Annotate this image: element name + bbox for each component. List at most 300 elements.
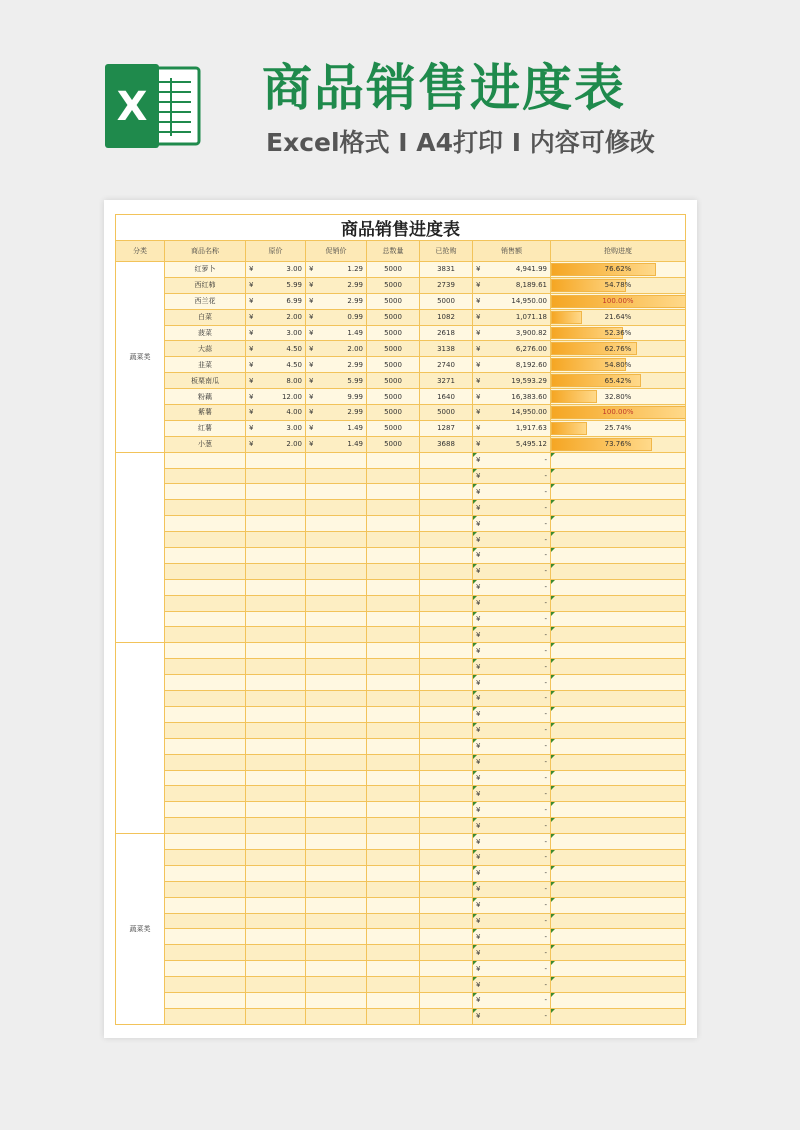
progress-cell[interactable] [551, 293, 686, 309]
promo-price-cell[interactable] [306, 834, 367, 850]
table-row[interactable] [116, 627, 686, 643]
total-qty-cell[interactable] [367, 786, 420, 802]
promo-price-cell[interactable] [306, 770, 367, 786]
table-row[interactable] [116, 293, 686, 309]
sales-amount-cell[interactable] [473, 627, 551, 643]
sales-amount-cell[interactable] [473, 643, 551, 659]
original-price-cell[interactable] [246, 595, 306, 611]
promo-price-cell[interactable] [306, 738, 367, 754]
table-row[interactable] [116, 643, 686, 659]
original-price-cell[interactable] [246, 420, 306, 436]
sales-amount-cell[interactable] [473, 834, 551, 850]
promo-price-cell[interactable] [306, 1008, 367, 1024]
total-qty-cell[interactable]: 5000 [367, 309, 420, 325]
sold-qty-cell[interactable] [420, 865, 473, 881]
progress-cell[interactable] [551, 722, 686, 738]
progress-cell[interactable] [551, 992, 686, 1008]
progress-cell[interactable] [551, 452, 686, 468]
original-price-cell[interactable] [246, 802, 306, 818]
sales-amount-cell[interactable] [473, 929, 551, 945]
sold-qty-cell[interactable] [420, 548, 473, 564]
promo-price-cell[interactable] [306, 897, 367, 913]
sales-amount-cell[interactable] [473, 468, 551, 484]
promo-price-cell[interactable] [306, 277, 367, 293]
total-qty-cell[interactable] [367, 754, 420, 770]
promo-price-cell[interactable] [306, 722, 367, 738]
promo-price-cell[interactable] [306, 452, 367, 468]
original-price-cell[interactable] [246, 293, 306, 309]
original-price-cell[interactable] [246, 865, 306, 881]
sales-amount-cell[interactable] [473, 579, 551, 595]
sold-qty-cell[interactable] [420, 722, 473, 738]
sales-amount-cell[interactable] [473, 961, 551, 977]
sold-qty-cell[interactable]: 5000 [420, 405, 473, 421]
product-name-cell[interactable]: 红薯 [165, 420, 246, 436]
sales-amount-cell[interactable] [473, 595, 551, 611]
total-qty-cell[interactable] [367, 627, 420, 643]
original-price-cell[interactable] [246, 913, 306, 929]
product-name-cell[interactable] [165, 849, 246, 865]
total-qty-cell[interactable]: 5000 [367, 293, 420, 309]
total-qty-cell[interactable] [367, 849, 420, 865]
product-name-cell[interactable]: 红萝卜 [165, 262, 246, 278]
progress-cell[interactable] [551, 579, 686, 595]
total-qty-cell[interactable] [367, 548, 420, 564]
sold-qty-cell[interactable] [420, 945, 473, 961]
progress-cell[interactable] [551, 484, 686, 500]
total-qty-cell[interactable] [367, 818, 420, 834]
promo-price-cell[interactable] [306, 516, 367, 532]
sales-amount-cell[interactable] [473, 277, 551, 293]
original-price-cell[interactable] [246, 929, 306, 945]
progress-cell[interactable] [551, 389, 686, 405]
table-row[interactable] [116, 849, 686, 865]
original-price-cell[interactable] [246, 309, 306, 325]
product-name-cell[interactable]: 西红柿 [165, 277, 246, 293]
table-row[interactable] [116, 325, 686, 341]
sales-amount-cell[interactable] [473, 389, 551, 405]
promo-price-cell[interactable] [306, 881, 367, 897]
total-qty-cell[interactable] [367, 802, 420, 818]
sales-amount-cell[interactable] [473, 786, 551, 802]
progress-cell[interactable] [551, 802, 686, 818]
product-name-cell[interactable]: 小葱 [165, 436, 246, 452]
original-price-cell[interactable] [246, 627, 306, 643]
progress-cell[interactable] [551, 611, 686, 627]
sales-amount-cell[interactable] [473, 500, 551, 516]
total-qty-cell[interactable]: 5000 [367, 357, 420, 373]
progress-cell[interactable] [551, 754, 686, 770]
total-qty-cell[interactable] [367, 738, 420, 754]
total-qty-cell[interactable] [367, 659, 420, 675]
promo-price-cell[interactable] [306, 293, 367, 309]
sales-amount-cell[interactable] [473, 738, 551, 754]
total-qty-cell[interactable]: 5000 [367, 341, 420, 357]
total-qty-cell[interactable] [367, 563, 420, 579]
total-qty-cell[interactable] [367, 945, 420, 961]
progress-cell[interactable] [551, 913, 686, 929]
sold-qty-cell[interactable] [420, 563, 473, 579]
product-name-cell[interactable] [165, 659, 246, 675]
progress-cell[interactable] [551, 500, 686, 516]
product-name-cell[interactable]: 大蒜 [165, 341, 246, 357]
product-name-cell[interactable]: 白菜 [165, 309, 246, 325]
progress-cell[interactable] [551, 548, 686, 564]
total-qty-cell[interactable] [367, 722, 420, 738]
progress-cell[interactable] [551, 929, 686, 945]
sold-qty-cell[interactable] [420, 770, 473, 786]
promo-price-cell[interactable] [306, 405, 367, 421]
sold-qty-cell[interactable] [420, 627, 473, 643]
table-row[interactable] [116, 436, 686, 452]
product-name-cell[interactable]: 西兰花 [165, 293, 246, 309]
sold-qty-cell[interactable] [420, 849, 473, 865]
promo-price-cell[interactable] [306, 262, 367, 278]
sales-amount-cell[interactable] [473, 881, 551, 897]
original-price-cell[interactable] [246, 897, 306, 913]
category-cell[interactable]: 蔬菜类 [116, 834, 165, 1025]
progress-cell[interactable] [551, 532, 686, 548]
sold-qty-cell[interactable] [420, 500, 473, 516]
table-row[interactable] [116, 818, 686, 834]
sold-qty-cell[interactable] [420, 786, 473, 802]
product-name-cell[interactable] [165, 881, 246, 897]
sales-amount-cell[interactable] [473, 722, 551, 738]
original-price-cell[interactable] [246, 659, 306, 675]
table-row[interactable] [116, 770, 686, 786]
progress-cell[interactable] [551, 659, 686, 675]
sold-qty-cell[interactable]: 3271 [420, 373, 473, 389]
sold-qty-cell[interactable] [420, 595, 473, 611]
sales-amount-cell[interactable] [473, 484, 551, 500]
progress-cell[interactable] [551, 309, 686, 325]
original-price-cell[interactable] [246, 977, 306, 993]
sold-qty-cell[interactable] [420, 881, 473, 897]
sales-amount-cell[interactable] [473, 516, 551, 532]
table-row[interactable] [116, 516, 686, 532]
sales-amount-cell[interactable] [473, 1008, 551, 1024]
progress-cell[interactable] [551, 897, 686, 913]
progress-cell[interactable] [551, 961, 686, 977]
product-name-cell[interactable] [165, 548, 246, 564]
promo-price-cell[interactable] [306, 436, 367, 452]
sold-qty-cell[interactable] [420, 992, 473, 1008]
product-name-cell[interactable]: 粉藕 [165, 389, 246, 405]
table-row[interactable] [116, 929, 686, 945]
original-price-cell[interactable] [246, 834, 306, 850]
promo-price-cell[interactable] [306, 691, 367, 707]
sold-qty-cell[interactable] [420, 977, 473, 993]
sold-qty-cell[interactable]: 2740 [420, 357, 473, 373]
original-price-cell[interactable] [246, 818, 306, 834]
progress-cell[interactable] [551, 277, 686, 293]
product-name-cell[interactable]: 紫薯 [165, 405, 246, 421]
total-qty-cell[interactable] [367, 691, 420, 707]
sales-amount-cell[interactable] [473, 659, 551, 675]
product-name-cell[interactable] [165, 516, 246, 532]
product-name-cell[interactable] [165, 834, 246, 850]
progress-cell[interactable] [551, 738, 686, 754]
table-row[interactable] [116, 548, 686, 564]
total-qty-cell[interactable]: 5000 [367, 405, 420, 421]
original-price-cell[interactable] [246, 341, 306, 357]
product-name-cell[interactable] [165, 897, 246, 913]
product-name-cell[interactable] [165, 595, 246, 611]
progress-cell[interactable] [551, 262, 686, 278]
original-price-cell[interactable] [246, 849, 306, 865]
progress-cell[interactable] [551, 865, 686, 881]
progress-cell[interactable] [551, 818, 686, 834]
table-row[interactable] [116, 420, 686, 436]
total-qty-cell[interactable]: 5000 [367, 262, 420, 278]
table-row[interactable] [116, 500, 686, 516]
promo-price-cell[interactable] [306, 563, 367, 579]
sales-amount-cell[interactable] [473, 945, 551, 961]
table-row[interactable] [116, 881, 686, 897]
sold-qty-cell[interactable]: 1082 [420, 309, 473, 325]
table-row[interactable] [116, 865, 686, 881]
product-name-cell[interactable] [165, 627, 246, 643]
product-name-cell[interactable] [165, 992, 246, 1008]
sales-amount-cell[interactable] [473, 770, 551, 786]
total-qty-cell[interactable] [367, 468, 420, 484]
promo-price-cell[interactable] [306, 992, 367, 1008]
product-name-cell[interactable] [165, 786, 246, 802]
product-name-cell[interactable] [165, 754, 246, 770]
sold-qty-cell[interactable] [420, 452, 473, 468]
category-cell[interactable]: 蔬菜类 [116, 262, 165, 453]
sold-qty-cell[interactable] [420, 929, 473, 945]
sold-qty-cell[interactable]: 1640 [420, 389, 473, 405]
promo-price-cell[interactable] [306, 929, 367, 945]
total-qty-cell[interactable] [367, 516, 420, 532]
sales-amount-cell[interactable] [473, 548, 551, 564]
sold-qty-cell[interactable] [420, 802, 473, 818]
table-row[interactable] [116, 834, 686, 850]
original-price-cell[interactable] [246, 961, 306, 977]
total-qty-cell[interactable] [367, 532, 420, 548]
sold-qty-cell[interactable] [420, 611, 473, 627]
original-price-cell[interactable] [246, 881, 306, 897]
sold-qty-cell[interactable]: 3138 [420, 341, 473, 357]
product-name-cell[interactable] [165, 818, 246, 834]
original-price-cell[interactable] [246, 786, 306, 802]
sold-qty-cell[interactable]: 2739 [420, 277, 473, 293]
sales-amount-cell[interactable] [473, 802, 551, 818]
total-qty-cell[interactable]: 5000 [367, 436, 420, 452]
sold-qty-cell[interactable] [420, 532, 473, 548]
total-qty-cell[interactable] [367, 929, 420, 945]
product-name-cell[interactable] [165, 961, 246, 977]
progress-cell[interactable] [551, 595, 686, 611]
sales-amount-cell[interactable] [473, 357, 551, 373]
progress-cell[interactable] [551, 436, 686, 452]
original-price-cell[interactable] [246, 389, 306, 405]
original-price-cell[interactable] [246, 738, 306, 754]
product-name-cell[interactable] [165, 484, 246, 500]
promo-price-cell[interactable] [306, 643, 367, 659]
total-qty-cell[interactable] [367, 500, 420, 516]
original-price-cell[interactable] [246, 706, 306, 722]
sold-qty-cell[interactable] [420, 468, 473, 484]
total-qty-cell[interactable] [367, 611, 420, 627]
promo-price-cell[interactable] [306, 675, 367, 691]
progress-cell[interactable] [551, 643, 686, 659]
original-price-cell[interactable] [246, 325, 306, 341]
promo-price-cell[interactable] [306, 706, 367, 722]
sold-qty-cell[interactable] [420, 961, 473, 977]
progress-cell[interactable] [551, 675, 686, 691]
product-name-cell[interactable] [165, 977, 246, 993]
sales-amount-cell[interactable] [473, 532, 551, 548]
table-row[interactable] [116, 961, 686, 977]
original-price-cell[interactable] [246, 405, 306, 421]
total-qty-cell[interactable]: 5000 [367, 389, 420, 405]
sold-qty-cell[interactable] [420, 484, 473, 500]
sold-qty-cell[interactable] [420, 1008, 473, 1024]
total-qty-cell[interactable] [367, 706, 420, 722]
sold-qty-cell[interactable] [420, 818, 473, 834]
total-qty-cell[interactable] [367, 579, 420, 595]
sales-amount-cell[interactable] [473, 977, 551, 993]
total-qty-cell[interactable] [367, 484, 420, 500]
product-name-cell[interactable] [165, 643, 246, 659]
product-name-cell[interactable] [165, 722, 246, 738]
promo-price-cell[interactable] [306, 532, 367, 548]
total-qty-cell[interactable] [367, 977, 420, 993]
total-qty-cell[interactable] [367, 770, 420, 786]
progress-cell[interactable] [551, 834, 686, 850]
category-cell[interactable] [116, 452, 165, 643]
sales-amount-cell[interactable] [473, 405, 551, 421]
product-name-cell[interactable]: 菠菜 [165, 325, 246, 341]
total-qty-cell[interactable]: 5000 [367, 373, 420, 389]
product-name-cell[interactable]: 板栗南瓜 [165, 373, 246, 389]
table-row[interactable] [116, 389, 686, 405]
sold-qty-cell[interactable]: 1287 [420, 420, 473, 436]
original-price-cell[interactable] [246, 500, 306, 516]
original-price-cell[interactable] [246, 484, 306, 500]
sold-qty-cell[interactable] [420, 516, 473, 532]
sales-amount-cell[interactable] [473, 325, 551, 341]
total-qty-cell[interactable] [367, 881, 420, 897]
promo-price-cell[interactable] [306, 913, 367, 929]
original-price-cell[interactable] [246, 770, 306, 786]
progress-cell[interactable] [551, 341, 686, 357]
product-name-cell[interactable] [165, 738, 246, 754]
table-row[interactable] [116, 1008, 686, 1024]
table-row[interactable] [116, 532, 686, 548]
original-price-cell[interactable] [246, 532, 306, 548]
product-name-cell[interactable] [165, 611, 246, 627]
sold-qty-cell[interactable] [420, 643, 473, 659]
table-row[interactable] [116, 754, 686, 770]
promo-price-cell[interactable] [306, 786, 367, 802]
original-price-cell[interactable] [246, 722, 306, 738]
product-name-cell[interactable] [165, 675, 246, 691]
total-qty-cell[interactable] [367, 897, 420, 913]
table-row[interactable] [116, 595, 686, 611]
product-name-cell[interactable] [165, 865, 246, 881]
sold-qty-cell[interactable] [420, 754, 473, 770]
product-name-cell[interactable] [165, 945, 246, 961]
total-qty-cell[interactable] [367, 643, 420, 659]
original-price-cell[interactable] [246, 452, 306, 468]
category-cell[interactable] [116, 643, 165, 834]
table-row[interactable] [116, 992, 686, 1008]
progress-cell[interactable] [551, 786, 686, 802]
product-name-cell[interactable] [165, 452, 246, 468]
table-row[interactable] [116, 579, 686, 595]
progress-cell[interactable] [551, 325, 686, 341]
progress-cell[interactable] [551, 977, 686, 993]
sales-amount-cell[interactable] [473, 341, 551, 357]
original-price-cell[interactable] [246, 579, 306, 595]
total-qty-cell[interactable] [367, 992, 420, 1008]
table-row[interactable] [116, 786, 686, 802]
original-price-cell[interactable] [246, 468, 306, 484]
table-row[interactable] [116, 738, 686, 754]
progress-cell[interactable] [551, 849, 686, 865]
table-row[interactable] [116, 611, 686, 627]
promo-price-cell[interactable] [306, 865, 367, 881]
product-name-cell[interactable] [165, 802, 246, 818]
total-qty-cell[interactable]: 5000 [367, 277, 420, 293]
progress-cell[interactable] [551, 516, 686, 532]
sales-amount-cell[interactable] [473, 563, 551, 579]
promo-price-cell[interactable] [306, 357, 367, 373]
total-qty-cell[interactable] [367, 1008, 420, 1024]
table-row[interactable] [116, 468, 686, 484]
sales-amount-cell[interactable] [473, 865, 551, 881]
sales-amount-cell[interactable] [473, 262, 551, 278]
sold-qty-cell[interactable] [420, 659, 473, 675]
sold-qty-cell[interactable] [420, 738, 473, 754]
original-price-cell[interactable] [246, 373, 306, 389]
table-row[interactable] [116, 675, 686, 691]
sold-qty-cell[interactable] [420, 834, 473, 850]
progress-cell[interactable] [551, 945, 686, 961]
product-name-cell[interactable] [165, 563, 246, 579]
promo-price-cell[interactable] [306, 802, 367, 818]
table-row[interactable] [116, 802, 686, 818]
sales-amount-cell[interactable] [473, 913, 551, 929]
progress-cell[interactable] [551, 563, 686, 579]
product-name-cell[interactable] [165, 500, 246, 516]
product-name-cell[interactable] [165, 1008, 246, 1024]
total-qty-cell[interactable] [367, 834, 420, 850]
total-qty-cell[interactable] [367, 452, 420, 468]
progress-cell[interactable] [551, 357, 686, 373]
total-qty-cell[interactable] [367, 913, 420, 929]
sold-qty-cell[interactable]: 3831 [420, 262, 473, 278]
progress-cell[interactable] [551, 881, 686, 897]
promo-price-cell[interactable] [306, 579, 367, 595]
promo-price-cell[interactable] [306, 548, 367, 564]
original-price-cell[interactable] [246, 262, 306, 278]
sales-amount-cell[interactable] [473, 849, 551, 865]
original-price-cell[interactable] [246, 516, 306, 532]
total-qty-cell[interactable]: 5000 [367, 325, 420, 341]
promo-price-cell[interactable] [306, 849, 367, 865]
sold-qty-cell[interactable]: 2618 [420, 325, 473, 341]
table-row[interactable] [116, 309, 686, 325]
original-price-cell[interactable] [246, 754, 306, 770]
sales-amount-cell[interactable] [473, 691, 551, 707]
sold-qty-cell[interactable] [420, 691, 473, 707]
product-name-cell[interactable] [165, 532, 246, 548]
sales-amount-cell[interactable] [473, 452, 551, 468]
